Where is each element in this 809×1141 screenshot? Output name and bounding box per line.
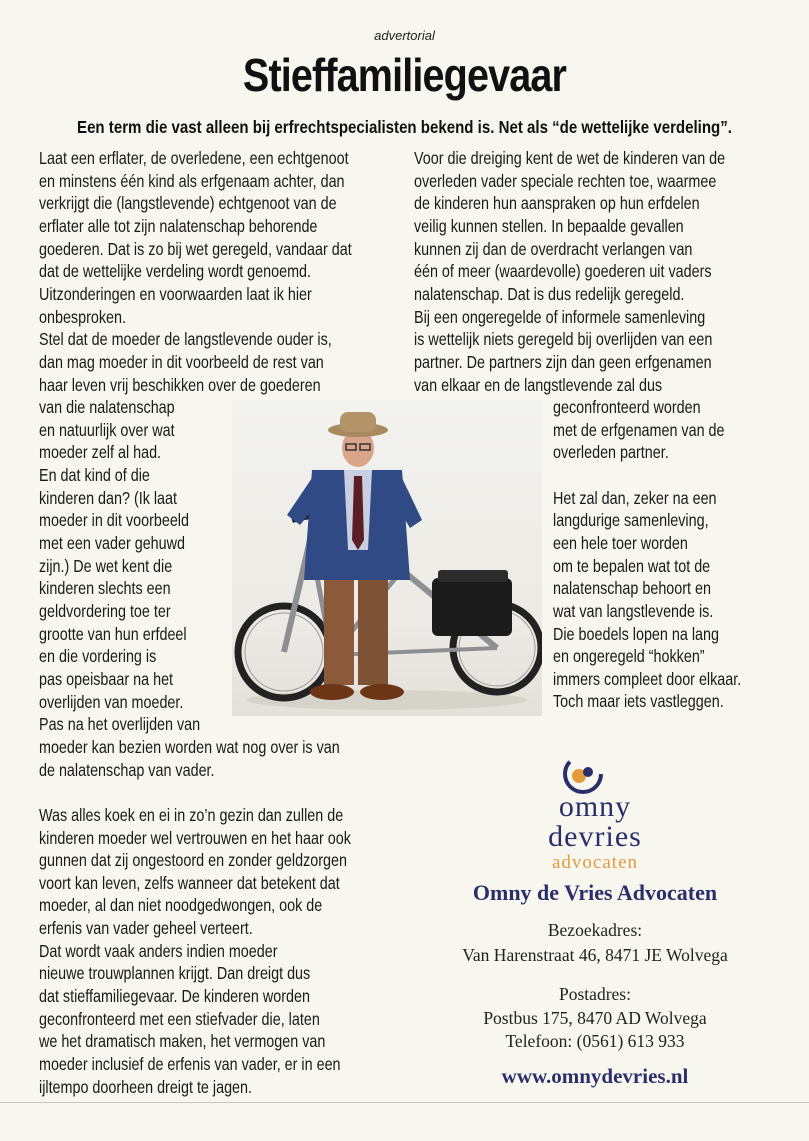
text-line: moeder, al dan niet noodgedwongen, ook de [39,895,323,916]
text-line: met de erfgenamen van de [553,419,725,440]
photo-man-with-bicycle [232,400,542,716]
website-link[interactable]: www.omnydevries.nl [501,1064,689,1088]
text-line: de nalatenschap van vader. [39,759,215,780]
text-line: nalatenschap. Dat is dus redelijk geregeld. [414,283,685,304]
text-line: ijltempo doorheen dreigt te jagen. [39,1076,253,1097]
text-line: kinderen moeder wel vertrouwen en het haar ook [39,827,351,848]
text-line: onbesproken. [39,306,126,327]
text-line: Was alles koek en ei in zo’n gezin dan zullen de [39,804,344,825]
logo-word-omny: omny [558,790,632,823]
text-line: moeder zelf al had. [39,442,162,463]
text-line: nalatenschap behoort en [553,578,711,599]
visit-address: Van Harenstraat 46, 8471 JE Wolvega [462,945,728,965]
subtitle: Een term die vast alleen bij erfrechtspecialisten bekend is. Net als “de wettelijke verdeling”. [77,117,732,137]
text-line: voort kan leven, zelfs wanneer dat betekent dat [39,872,340,893]
text-line: dat de wettelijke verdeling wordt genoemd. [39,261,312,282]
post-address-label: Postadres: [559,984,631,1004]
text-line: wat van langstlevende is. [553,600,714,621]
text-line: Pas na het overlijden van [39,714,201,735]
text-line: Dat wordt vaak anders indien moeder [39,940,278,961]
firm-name: Omny de Vries Advocaten [472,880,718,905]
text-line: geconfronteerd worden [553,397,701,417]
text-line: veilig kunnen stellen. In bepaalde gevallen [414,215,684,236]
text-line: overleden vader speciale rechten toe, waarmee [414,170,717,191]
text-line: Stel dat de moeder de langstlevende ouder is, [39,329,332,350]
text-line: de kinderen hun aanspraken op hun erfdelen [414,193,700,214]
text-line: grootte van hun erfdeel [39,623,187,644]
text-line: en natuurlijk over wat [39,419,175,440]
page-edge-divider [0,1102,809,1103]
text-line: langdurige samenleving, [553,510,709,531]
text-line: is wettelijk niets geregeld bij overlijden van een [414,329,713,350]
text-line: moeder inclusief de erfenis van vader, er in een [39,1054,341,1074]
text-line: kinderen dan? (Ik laat [39,487,178,508]
text-line: Die boedels lopen na lang [553,623,719,644]
text-line: en ongeregeld “hokken” [553,646,705,667]
text-line: haar leven vrij beschikken over de goederen [39,374,321,395]
text-line: Het zal dan, zeker na een [553,487,717,508]
text-line: partner. De partners zijn dan geen erfgenamen [414,351,712,372]
text-line: Bij een ongeregelde of informele samenleving [414,306,706,327]
text-line: Voor die dreiging kent de wet de kinderen van de [414,148,726,168]
text-line: overleden partner. [553,442,669,463]
text-line: dan mag moeder in dit voorbeeld de rest van [39,351,324,372]
text-line: één of meer (waardevolle) goederen uit vaders [414,261,712,282]
text-line: nieuwe trouwplannen krijgt. Dan dreigt dus [39,963,311,984]
text-line: en minstens één kind als erfgenaam achter, dan [39,170,345,191]
text-line: moeder kan bezien worden wat nog over is van [39,736,340,757]
text-line: om te bepalen wat tot de [553,555,711,576]
text-line: overlijden van moeder. [39,691,184,712]
text-line: een hele toer worden [553,532,688,553]
text-line: en die vordering is [39,646,157,667]
text-line: erflater alle tot zijn nalatenschap behorende [39,215,318,236]
text-line: zijn.) De wet kent die [39,555,173,576]
advertisement-block [415,740,775,1100]
text-line: En dat kind of die [39,465,150,486]
text-line: geconfronteerd met een stiefvader die, laten [39,1008,320,1029]
text-line: pas opeisbaar na het [39,668,174,689]
text-line: Toch maar iets vastleggen. [553,691,724,712]
text-line: we het dramatisch maken, het vermogen van [39,1031,326,1052]
text-line: Uitzonderingen en voorwaarden laat ik hier [39,283,312,304]
logo-word-devries: devries [548,820,642,853]
post-address: Postbus 175, 8470 AD Wolvega [483,1008,707,1028]
text-line: erfenis van vader geheel verteert. [39,918,253,939]
text-line: kinderen slechts een [39,578,171,599]
text-line: goederen. Dat is zo bij wet geregeld, vandaar dat [39,238,352,259]
text-line: moeder in dit voorbeeld [39,510,189,531]
kicker: advertorial [374,28,435,43]
logo-word-advocaten: advocaten [551,852,638,873]
text-line: verkrijgt die (langstlevende) echtgenoot van de [39,193,337,214]
text-line: van elkaar en de langstlevende zal dus [414,374,663,395]
text-line: Laat een erflater, de overledene, een echtgenoot [39,148,349,168]
text-line: kunnen zij dan de overdracht verlangen van [414,238,693,259]
visit-address-label: Bezoekadres: [547,920,643,940]
text-line: dat stieffamiliegevaar. De kinderen worden [39,986,310,1007]
text-line: gunnen dat zij ongestoord en zonder geldzorgen [39,850,347,871]
text-line: met een vader gehuwd [39,533,185,554]
text-line: geldvordering toe ter [39,601,171,621]
text-line: van die nalatenschap [39,397,175,418]
page-title: Stieffamiliegevaar [242,49,567,101]
phone-number: Telefoon: (0561) 613 933 [505,1031,685,1051]
man-with-bicycle-illustration [232,400,542,716]
text-line: immers compleet door elkaar. [553,668,742,689]
